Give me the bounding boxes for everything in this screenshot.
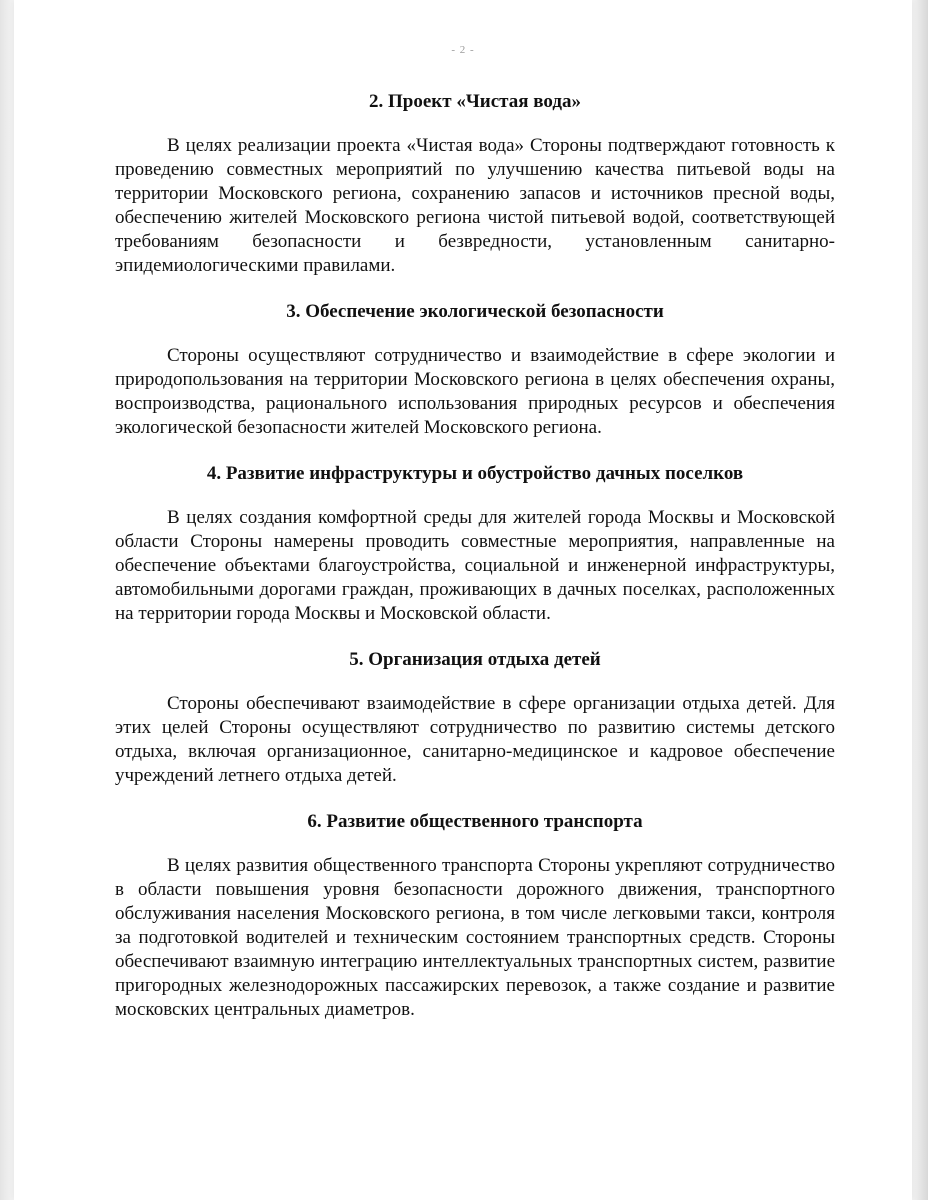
section-heading: 5. Организация отдыха детей bbox=[349, 649, 601, 670]
section-dacha-infrastructure bbox=[115, 462, 835, 626]
page-number: - 2 - bbox=[451, 44, 475, 56]
section-heading: 6. Развитие общественного транспорта bbox=[307, 811, 643, 832]
section-heading: 2. Проект «Чистая вода» bbox=[369, 91, 581, 112]
section-ecological-safety bbox=[115, 300, 835, 440]
document-page bbox=[14, 0, 912, 1200]
section-public-transport bbox=[115, 810, 835, 1022]
section-clean-water bbox=[115, 90, 835, 278]
section-heading: 3. Обеспечение экологической безопасности bbox=[286, 301, 664, 322]
section-body: Стороны осуществляют сотрудничество и взаимодействие в сфере экологии и природопользования на территории Московского региона в целях обеспечения охраны, воспроизводства, рационального использования природных ресурсов и обеспечения экологической безопасности жителей Московского региона. bbox=[115, 345, 835, 438]
section-body: В целях реализации проекта «Чистая вода» Стороны подтверждают готовность к проведению совместных мероприятий по улучшению качества питьевой воды на территории Московского региона, сохранению запасов и источников пресной воды, обеспечению жителей Московского региона чистой питьевой водой, соответствующей требованиям безопасности и безвредности, установленным санитарно-эпидемиологическими правилами. bbox=[115, 135, 835, 276]
section-children-recreation bbox=[115, 648, 835, 788]
scan-edge-right bbox=[910, 0, 928, 1200]
section-heading: 4. Развитие инфраструктуры и обустройство дачных поселков bbox=[206, 463, 744, 484]
section-body: Стороны обеспечивают взаимодействие в сфере организации отдыха детей. Для этих целей Стороны осуществляют сотрудничество по развитию системы детского отдыха, включая организационное, санитарно-медицинское и кадровое обеспечение учреждений летнего отдыха детей. bbox=[115, 693, 835, 786]
document-content bbox=[115, 90, 835, 1044]
section-body: В целях создания комфортной среды для жителей города Москвы и Московской области Стороны намерены проводить совместные мероприятия, направленные на обеспечение объектами благоустройства, социальной и инженерной инфраструктуры, автомобильными дорогами граждан, проживающих в дачных поселках, расположенных на территории города Москвы и Московской области. bbox=[115, 507, 835, 624]
section-body: В целях развития общественного транспорта Стороны укрепляют сотрудничество в области повышения уровня безопасности дорожного движения, транспортного обслуживания населения Московского региона, в том числе легковыми такси, контроля за подготовкой водителей и техническим состоянием транспортных средств. Стороны обеспечивают взаимную интеграцию интеллектуальных транспортных систем, развитие пригородных железнодорожных пассажирских перевозок, а также создание и развитие московских центральных диаметров. bbox=[115, 855, 835, 1020]
